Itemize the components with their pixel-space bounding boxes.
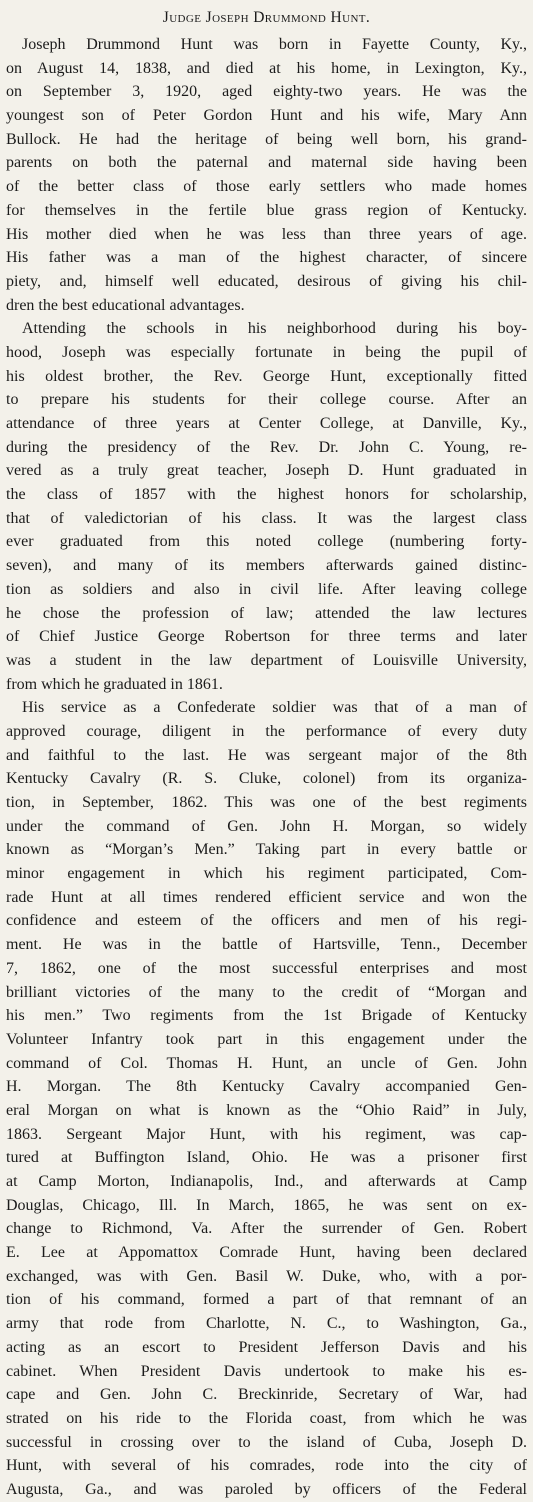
text-line: during the presidency of the Rev. Dr. John C. Young, re- [6,438,527,456]
text-line: acting as an escort to President Jefferson Davis and his [6,1338,527,1356]
text-line: of the better class of those early settlers who made homes [6,178,527,196]
text-line: piety, and, himself well educated, desirous of giving his chil- [6,272,527,290]
text-line: His mother died when he was less than three years of age. [6,225,527,243]
text-line: parents on both the paternal and maternal side having been [6,154,527,172]
text-line: Douglas, Chicago, Ill. In March, 1865, he was sent on ex- [6,1196,527,1214]
text-line: His service as a Confederate soldier was that of a man of [22,699,527,717]
text-line: 7, 1862, one of the most successful enterprises and most [6,959,527,977]
text-line: tion of his command, formed a part of that remnant of an [6,1291,527,1309]
text-line: rade Hunt at all times rendered efficient service and won the [6,888,527,906]
text-line: cape and Gen. John C. Breckinride, Secretary of War, had [6,1386,527,1404]
paragraph [6,696,527,1501]
text-line: Augusta, Ga., and was paroled by officers of the Federal [6,1480,527,1498]
text-line: youngest son of Peter Gordon Hunt and his wife, Mary Ann [6,107,527,125]
text-line: Attending the schools in his neighborhood during his boy- [22,320,527,338]
text-line: he chose the profession of law; attended the law lectures [6,604,527,622]
text-line: at Camp Morton, Indianapolis, Ind., and afterwards at Camp [6,1173,527,1190]
text-line: vered as a truly great teacher, Joseph D. Hunt graduated in [6,462,527,480]
text-line: cabinet. When President Davis undertook to make his es- [6,1362,527,1380]
text-line: Bullock. He had the heritage of being well born, his grand- [6,130,527,148]
text-line: H. Morgan. The 8th Kentucky Cavalry accompanied Gen- [6,1078,527,1096]
text-line: to prepare his students for their college course. After an [6,391,527,409]
text-line: strated on his ride to the Florida coast, from which he was [6,1409,527,1427]
text-line: dren the best educational advantages. [6,296,245,314]
text-line: approved courage, diligent in the performance of every duty [6,722,527,740]
text-line: tion, in September, 1862. This was one of the best regiments [6,794,527,811]
text-line: for themselves in the fertile blue grass region of Kentucky. [6,201,527,219]
text-line: exchanged, was with Gen. Basil W. Duke, who, with a por- [6,1267,527,1285]
text-line: from which he graduated in 1861. [6,675,223,693]
article-title: Judge Joseph Drummond Hunt. [162,9,371,26]
text-line: brilliant victories of the many to the credit of “Morgan and [6,983,527,1001]
text-line: was a student in the law department of Louisville University, [6,651,527,669]
text-line: hood, Joseph was especially fortunate in being the pupil of [6,343,527,361]
text-line: seven), and many of its members afterwards gained distinc- [6,557,527,575]
text-line: ment. He was in the battle of Hartsville, Tenn., December [6,936,527,954]
text-line: confidence and esteem of the officers and men of his regi- [6,912,527,930]
text-line: under the command of Gen. John H. Morgan, so widely [6,817,527,835]
text-line: change to Richmond, Va. After the surrender of Gen. Robert [6,1220,527,1238]
text-line: the class of 1857 with the highest honors for scholarship, [6,486,527,504]
text-line: tured at Buffington Island, Ohio. He was a prisoner first [6,1149,527,1167]
text-line: on August 14, 1838, and died at his home, in Lexington, Ky., [6,59,527,77]
text-line: command of Col. Thomas H. Hunt, an uncle of Gen. John [6,1054,527,1072]
text-line: minor engagement in which his regiment participated, Com- [6,865,527,883]
text-line: Kentucky Cavalry (R. S. Cluke, colonel) from its organiza- [6,770,527,788]
text-line: known as “Morgan’s Men.” Taking part in every battle or [6,841,527,859]
text-line: army that rode from Charlotte, N. C., to Washington, Ga., [6,1315,527,1333]
text-line: Hunt, with several of his comrades, rode into the city of [6,1457,527,1475]
text-line: of Chief Justice George Robertson for three terms and later [6,628,527,646]
text-line: that of valedictorian of his class. It was the largest class [6,509,527,527]
text-line: tion as soldiers and also in civil life. After leaving college [6,580,527,598]
text-line: E. Lee at Appomattox Comrade Hunt, having been declared [6,1244,527,1262]
text-line: 1863. Sergeant Major Hunt, with his regiment, was cap- [6,1125,527,1143]
paragraph [6,33,527,317]
text-line: attendance of three years at Center College, at Danville, Ky., [6,415,527,432]
text-line: Joseph Drummond Hunt was born in Fayette County, Ky., [22,36,527,53]
text-line: Volunteer Infantry took part in this engagement under the [6,1030,527,1048]
article-body [6,33,527,1502]
paragraph [6,317,527,696]
text-line: his oldest brother, the Rev. George Hunt, exceptionally fitted [6,367,527,385]
text-line: and faithful to the last. He was sergeant major of the 8th [6,746,527,764]
text-line: on September 3, 1920, aged eighty-two years. He was the [6,83,527,101]
text-line: successful in crossing over to the island of Cuba, Joseph D. [6,1433,527,1451]
text-line: ever graduated from this noted college (numbering forty- [6,533,527,551]
text-line: His father was a man of the highest character, of sincere [6,249,527,267]
text-line: his men.” Two regiments from the 1st Brigade of Kentucky [6,1007,527,1025]
text-line: eral Morgan on what is known as the “Ohio Raid” in July, [6,1101,527,1119]
